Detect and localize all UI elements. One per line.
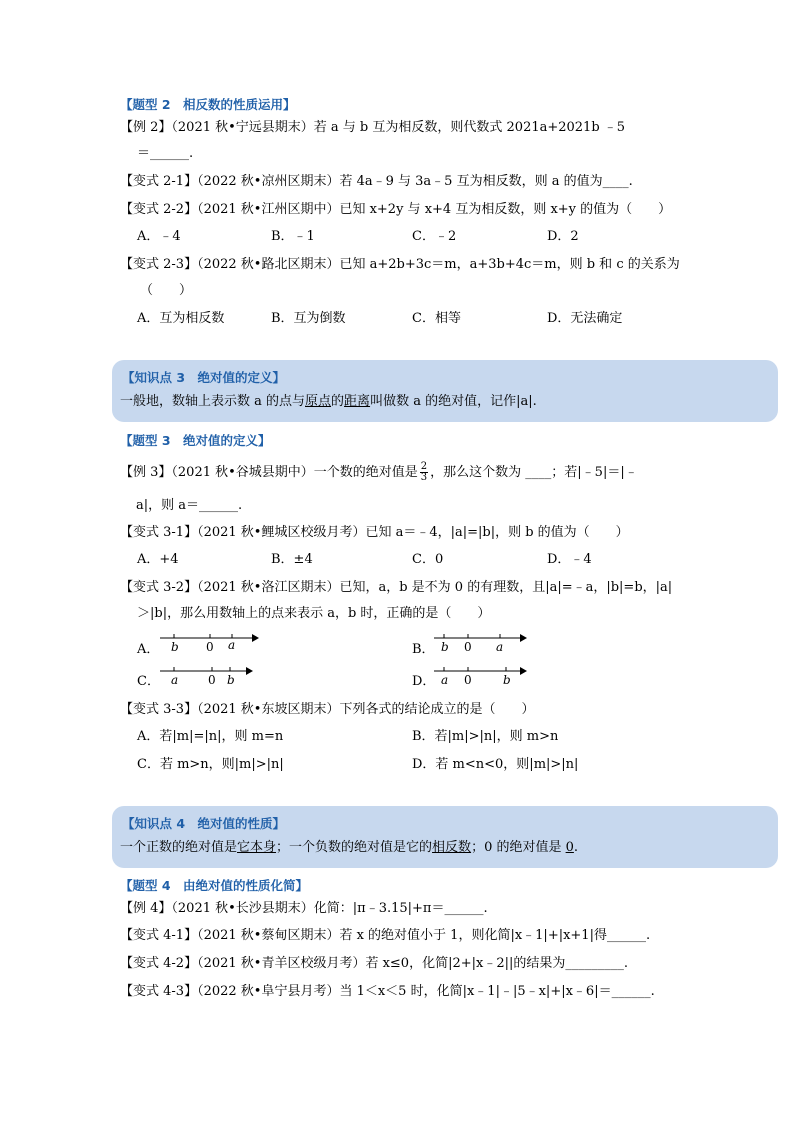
variant-3-2-line2: ＞|b|，那么用数轴上的点来表示 a，b 时，正确的是（ ） xyxy=(137,606,491,621)
variant-3-1-option-d: D．﹣4 xyxy=(547,552,592,567)
number-line-a xyxy=(160,630,260,654)
tick-label: b xyxy=(227,673,235,687)
number-line-c xyxy=(160,663,260,687)
number-line-d xyxy=(434,663,534,687)
example-3-line2: a|，则 a＝______. xyxy=(136,498,243,513)
variant-3-2-line1: 【变式 3-2】（2021 秋•洛江区期末）已知，a，b 是不为 0 的有理数，且|a|=﹣a，|b|=b，|a| xyxy=(120,580,673,595)
variant-2-3-line2: （ ） xyxy=(140,283,193,298)
term-origin: 原点 xyxy=(305,394,332,409)
knowledge-box-3 xyxy=(112,360,778,422)
example-4: 【例 4】（2021 秋•长沙县期末）化简：|π﹣3.15|+π＝______. xyxy=(120,901,488,916)
tick-label: a xyxy=(441,673,449,687)
example-2-line1: 【例 2】（2021 秋•宁远县期末）若 a 与 b 互为相反数，则代数式 2021a+2021b ﹣5 xyxy=(120,120,626,135)
variant-3-2-option-d-letter: D． xyxy=(412,674,436,689)
tick-label: b xyxy=(503,673,511,687)
variant-3-3: 【变式 3-3】（2021 秋•东坡区期末）下列各式的结论成立的是（ ） xyxy=(120,702,535,717)
tick-label: 0 xyxy=(208,673,216,687)
variant-4-3: 【变式 4-3】（2022 秋•阜宁县月考）当 1＜x＜5 时，化简|x﹣1|﹣|5﹣x|+|x﹣6|＝______. xyxy=(120,984,655,999)
number-line-b xyxy=(434,630,534,654)
variant-3-1: 【变式 3-1】（2021 秋•鲤城区校级月考）已知 a＝﹣4，|a|=|b|，则 b 的值为（ ） xyxy=(120,525,629,540)
term-opposite: 相反数 xyxy=(432,840,472,855)
variant-2-2-option-d: D．2 xyxy=(547,229,579,244)
variant-2-3-option-d: D．无法确定 xyxy=(547,311,623,326)
term-itself: 它本身 xyxy=(237,840,277,855)
tick-label: 0 xyxy=(464,640,472,654)
section-heading-4: 【题型 4 由绝对值的性质化简】 xyxy=(120,878,309,893)
knowledge-body-4: 一个正数的绝对值是它本身；一个负数的绝对值是它的相反数；0 的绝对值是 0. xyxy=(120,840,579,855)
variant-3-3-option-c: C．若 m>n，则|m|>|n| xyxy=(137,757,284,772)
tick-label: b xyxy=(441,640,449,654)
variant-4-2: 【变式 4-2】（2021 秋•青羊区校级月考）若 x≤0，化简|2+|x﹣2||的结果为_________. xyxy=(120,956,628,971)
tick-label: a xyxy=(496,640,504,654)
tick-label: 0 xyxy=(206,640,214,654)
example-3-line1: 【例 3】（2021 秋•谷城县期中）一个数的绝对值是 $\frac{2}{3}$ ，那么这个数为 ____；若|﹣5|＝|﹣ xyxy=(120,461,638,483)
variant-2-3-option-c: C．相等 xyxy=(412,311,461,326)
variant-2-3-option-a: A．互为相反数 xyxy=(137,311,225,326)
knowledge-box-4 xyxy=(112,806,778,868)
section-heading-3: 【题型 3 绝对值的定义】 xyxy=(120,433,271,448)
variant-2-1: 【变式 2-1】（2022 秋•凉州区期末）若 4a﹣9 与 3a﹣5 互为相反数，则 a 的值为____. xyxy=(120,174,633,189)
knowledge-title-3: 【知识点 3 绝对值的定义】 xyxy=(122,370,286,385)
variant-2-3-option-b: B．互为倒数 xyxy=(271,311,346,326)
variant-3-1-option-b: B．±4 xyxy=(271,552,313,567)
fraction-two-thirds: $\frac{2}{3}$ xyxy=(420,461,428,483)
variant-2-2: 【变式 2-2】（2021 秋•江州区期中）已知 x+2y 与 x+4 互为相反数，则 x+y 的值为（ ） xyxy=(120,202,672,217)
variant-3-2-option-b-letter: B． xyxy=(412,642,435,657)
variant-2-2-option-a: A．﹣4 xyxy=(137,229,181,244)
tick-label: a xyxy=(228,638,236,652)
knowledge-body-3: 一般地，数轴上表示数 a 的点与原点的距离叫做数 a 的绝对值，记作|a|. xyxy=(120,394,537,409)
tick-label: 0 xyxy=(464,673,472,687)
knowledge-title-4: 【知识点 4 绝对值的性质】 xyxy=(122,816,286,831)
variant-2-3-line1: 【变式 2-3】（2022 秋•路北区期末）已知 a+2b+3c＝m，a+3b+4c＝m，则 b 和 c 的关系为 xyxy=(120,257,680,272)
example-2-line2: ＝______. xyxy=(137,146,194,161)
variant-3-3-option-d: D．若 m<n<0，则|m|>|n| xyxy=(412,757,579,772)
term-zero: 0 xyxy=(565,840,574,855)
variant-2-2-option-c: C．﹣2 xyxy=(412,229,457,244)
variant-3-2-option-a-letter: A． xyxy=(137,642,160,657)
variant-3-1-option-c: C．0 xyxy=(412,552,444,567)
variant-3-3-option-b: B．若|m|>|n|，则 m>n xyxy=(412,729,559,744)
tick-label: b xyxy=(171,640,179,654)
variant-2-2-option-b: B．﹣1 xyxy=(271,229,315,244)
variant-4-1: 【变式 4-1】（2021 秋•蔡甸区期末）若 x 的绝对值小于 1，则化简|x﹣1|+|x+1|得______. xyxy=(120,928,651,943)
section-heading-2: 【题型 2 相反数的性质运用】 xyxy=(120,97,296,112)
variant-3-2-option-c-letter: C． xyxy=(137,674,160,689)
variant-3-3-option-a: A．若|m|=|n|，则 m=n xyxy=(137,729,284,744)
term-distance: 距离 xyxy=(344,394,371,409)
tick-label: a xyxy=(171,673,179,687)
variant-3-1-option-a: A．+4 xyxy=(137,552,179,567)
